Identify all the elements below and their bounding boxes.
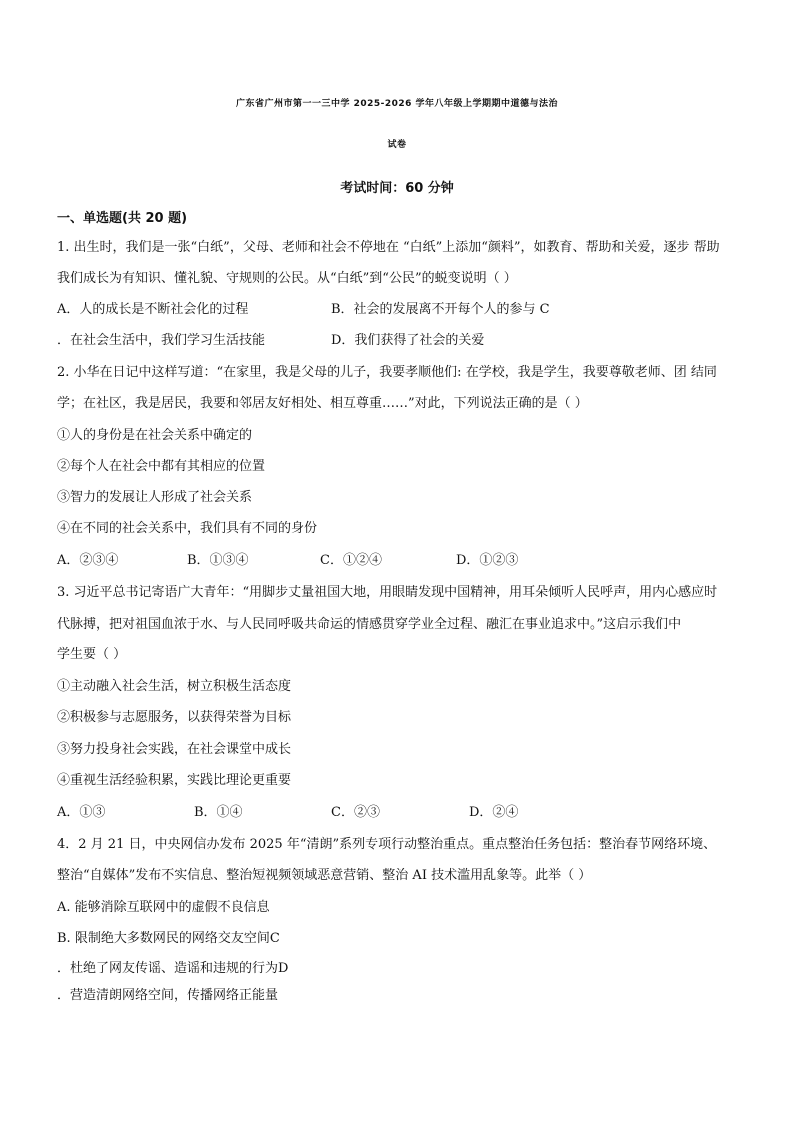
question-3-statement-3: ③努力投身社会实践，在社会课堂中成长 <box>57 742 292 757</box>
question-2-option-a: A．②③④ <box>57 553 119 568</box>
question-3-option-a: A．①③ <box>57 805 106 820</box>
question-1-option-c: ．在社会生活中，我们学习生活技能 <box>57 333 266 348</box>
question-4-stem-line2: 整治“自媒体”发布不实信息、整治短视频领域恶意营销、整治 AI 技术滥用乱象等。此举（ ） <box>57 868 592 883</box>
question-2-statement-4: ④在不同的社会关系中，我们具有不同的身份 <box>57 521 318 536</box>
question-4-option-d: ．营造清朗网络空间，传播网络正能量 <box>57 988 279 1003</box>
question-2-option-b: B．①③④ <box>187 553 249 568</box>
question-2-stem-line2: 学；在社区，我是居民，我要和邻居友好相处、相互尊重……”对此，下列说法正确的是（ ） <box>57 396 588 411</box>
question-2-statement-3: ③智力的发展让人形成了社会关系 <box>57 490 253 505</box>
question-2-statement-2: ②每个人在社会中都有其相应的位置 <box>57 459 266 474</box>
question-2-statement-1: ①人的身份是在社会关系中确定的 <box>57 428 253 443</box>
section-heading: 一、单选题(共 20 题) <box>57 211 188 226</box>
question-2-option-d: D．①②③ <box>456 553 519 568</box>
question-3-stem-line3: 学生要（ ） <box>57 647 127 662</box>
question-3-option-d: D．②④ <box>469 805 519 820</box>
question-4-stem-line1: 4．2 月 21 日，中央网信办发布 2025 年“清朗”系列专项行动整治重点。重点整治任务包括：整治春节网络环境、 <box>57 837 717 852</box>
question-3-stem-line1: 3. 习近平总书记寄语广大青年：“用脚步丈量祖国大地，用眼睛发现中国精神，用耳朵倾听人民呼声，用内心感应时 <box>57 585 718 600</box>
question-3-statement-2: ②积极参与志愿服务，以获得荣誉为目标 <box>57 710 292 725</box>
question-2-option-c: C．①②④ <box>320 553 382 568</box>
question-3-option-b: B．①④ <box>194 805 243 820</box>
question-1-stem-line1: 1. 出生时，我们是一张“白纸”，父母、老师和社会不停地在 “白纸”上添加“颜料”，如教育、帮助和关爱，逐步 帮助 <box>57 240 720 255</box>
question-1-option-a: A．人的成长是不断社会化的过程 <box>57 302 249 317</box>
question-3-statement-1: ①主动融入社会生活，树立积极生活态度 <box>57 679 292 694</box>
question-1-option-b: B．社会的发展离不开每个人的参与 C <box>331 302 550 317</box>
question-1-option-d: D．我们获得了社会的关爱 <box>331 333 485 348</box>
exam-title-line2: 试卷 <box>387 140 407 150</box>
question-3-stem-line2: 代脉搏，把对祖国血浓于水、与人民同呼吸共命运的情感贯穿学业全过程、融汇在事业追求中。”这启示我们中 <box>57 617 682 632</box>
question-2-stem-line1: 2. 小华在日记中这样写道：“在家里，我是父母的儿子，我要孝顺他们: 在学校，我是学生，我要尊敬老师、团 结同 <box>57 365 717 380</box>
question-4-option-b: B. 限制绝大多数网民的网络交友空间C <box>57 931 280 946</box>
question-4-option-a: A. 能够消除互联网中的虚假不良信息 <box>57 900 270 915</box>
question-3-option-c: C．②③ <box>331 805 380 820</box>
exam-title-line1: 广东省广州市第一一三中学 2025-2026 学年八年级上学期期中道德与法治 <box>235 99 559 109</box>
question-4-option-c: ．杜绝了网友传谣、造谣和违规的行为D <box>57 961 289 976</box>
question-3-statement-4: ④重视生活经验积累，实践比理论更重要 <box>57 773 292 788</box>
question-1-stem-line2: 我们成长为有知识、懂礼貌、守规则的公民。从“白纸”到“公民”的蜕变说明（ ） <box>57 271 517 286</box>
exam-time: 考试时间：60 分钟 <box>340 181 454 196</box>
